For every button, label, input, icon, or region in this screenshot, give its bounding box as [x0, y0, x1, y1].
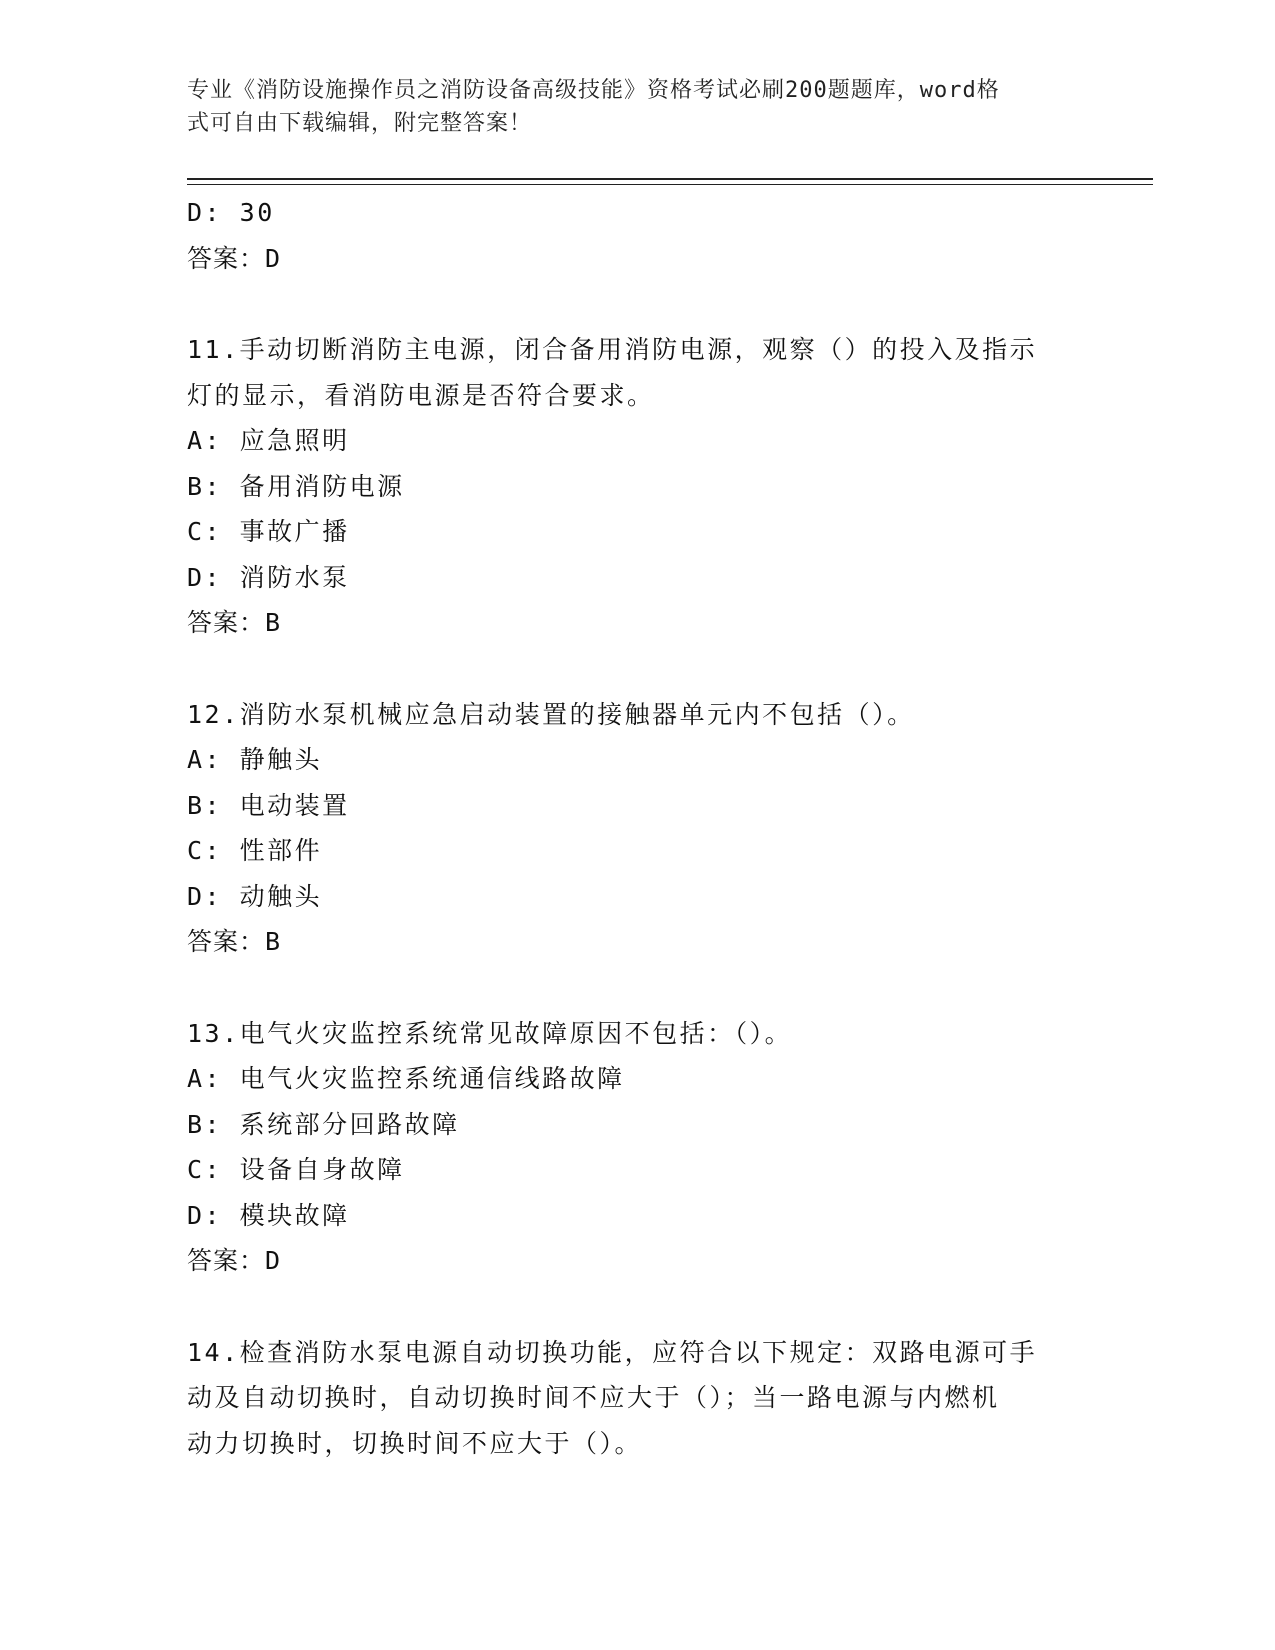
question-stem: 灯的显示，看消防电源是否符合要求。: [187, 380, 655, 410]
spacer: [187, 646, 1087, 692]
question-stem: 12.消防水泵机械应急启动装置的接触器单元内不包括（）。: [187, 699, 915, 729]
option-b: B: 备用消防电源: [187, 471, 405, 501]
option-d: D: 模块故障: [187, 1200, 350, 1230]
question-14: [187, 1330, 1087, 1467]
answer: 答案：B: [187, 608, 282, 637]
spacer: [187, 965, 1087, 1011]
header-divider-thick: [187, 178, 1153, 180]
header-line-2: 式可自由下载编辑，附完整答案！: [187, 111, 533, 136]
question-13: [187, 1011, 1087, 1284]
option-a: A: 电气火灾监控系统通信线路故障: [187, 1064, 625, 1093]
header-line-1: 专业《消防设施操作员之消防设备高级技能》资格考试必刷200题题库，word格: [187, 78, 1000, 103]
document-header: [187, 74, 1067, 140]
question-stem: 14.检查消防水泵电源自动切换功能，应符合以下规定：双路电源可手: [187, 1337, 1038, 1367]
question-stem: 11.手动切断消防主电源，闭合备用消防电源，观察（）的投入及指示: [187, 335, 1038, 364]
option-c: C: 设备自身故障: [187, 1155, 405, 1184]
option-d: D: 消防水泵: [187, 562, 350, 592]
question-12: [187, 692, 1087, 965]
option-b: B: 电动装置: [187, 790, 350, 820]
question-11: [187, 327, 1087, 646]
header-divider-thin: [187, 184, 1153, 185]
answer: 答案：D: [187, 1246, 282, 1275]
question-10-tail: [187, 190, 1087, 281]
option-b: B: 系统部分回路故障: [187, 1109, 460, 1139]
answer: 答案：B: [187, 927, 282, 956]
question-list: [187, 190, 1087, 1466]
option-c: C: 性部件: [187, 836, 323, 865]
option-c: C: 事故广播: [187, 517, 350, 546]
option-a: A: 应急照明: [187, 426, 350, 455]
question-stem: 动及自动切换时，自动切换时间不应大于（）；当一路电源与内燃机: [187, 1383, 1000, 1412]
option-d: D: 动触头: [187, 881, 323, 911]
option-d: D: 30: [187, 198, 275, 227]
option-a: A: 静触头: [187, 745, 323, 774]
question-stem: 动力切换时，切换时间不应大于（）。: [187, 1428, 643, 1458]
spacer: [187, 281, 1087, 327]
spacer: [187, 1284, 1087, 1330]
question-stem: 13.电气火灾监控系统常见故障原因不包括：（）。: [187, 1018, 793, 1048]
answer: 答案：D: [187, 243, 282, 273]
